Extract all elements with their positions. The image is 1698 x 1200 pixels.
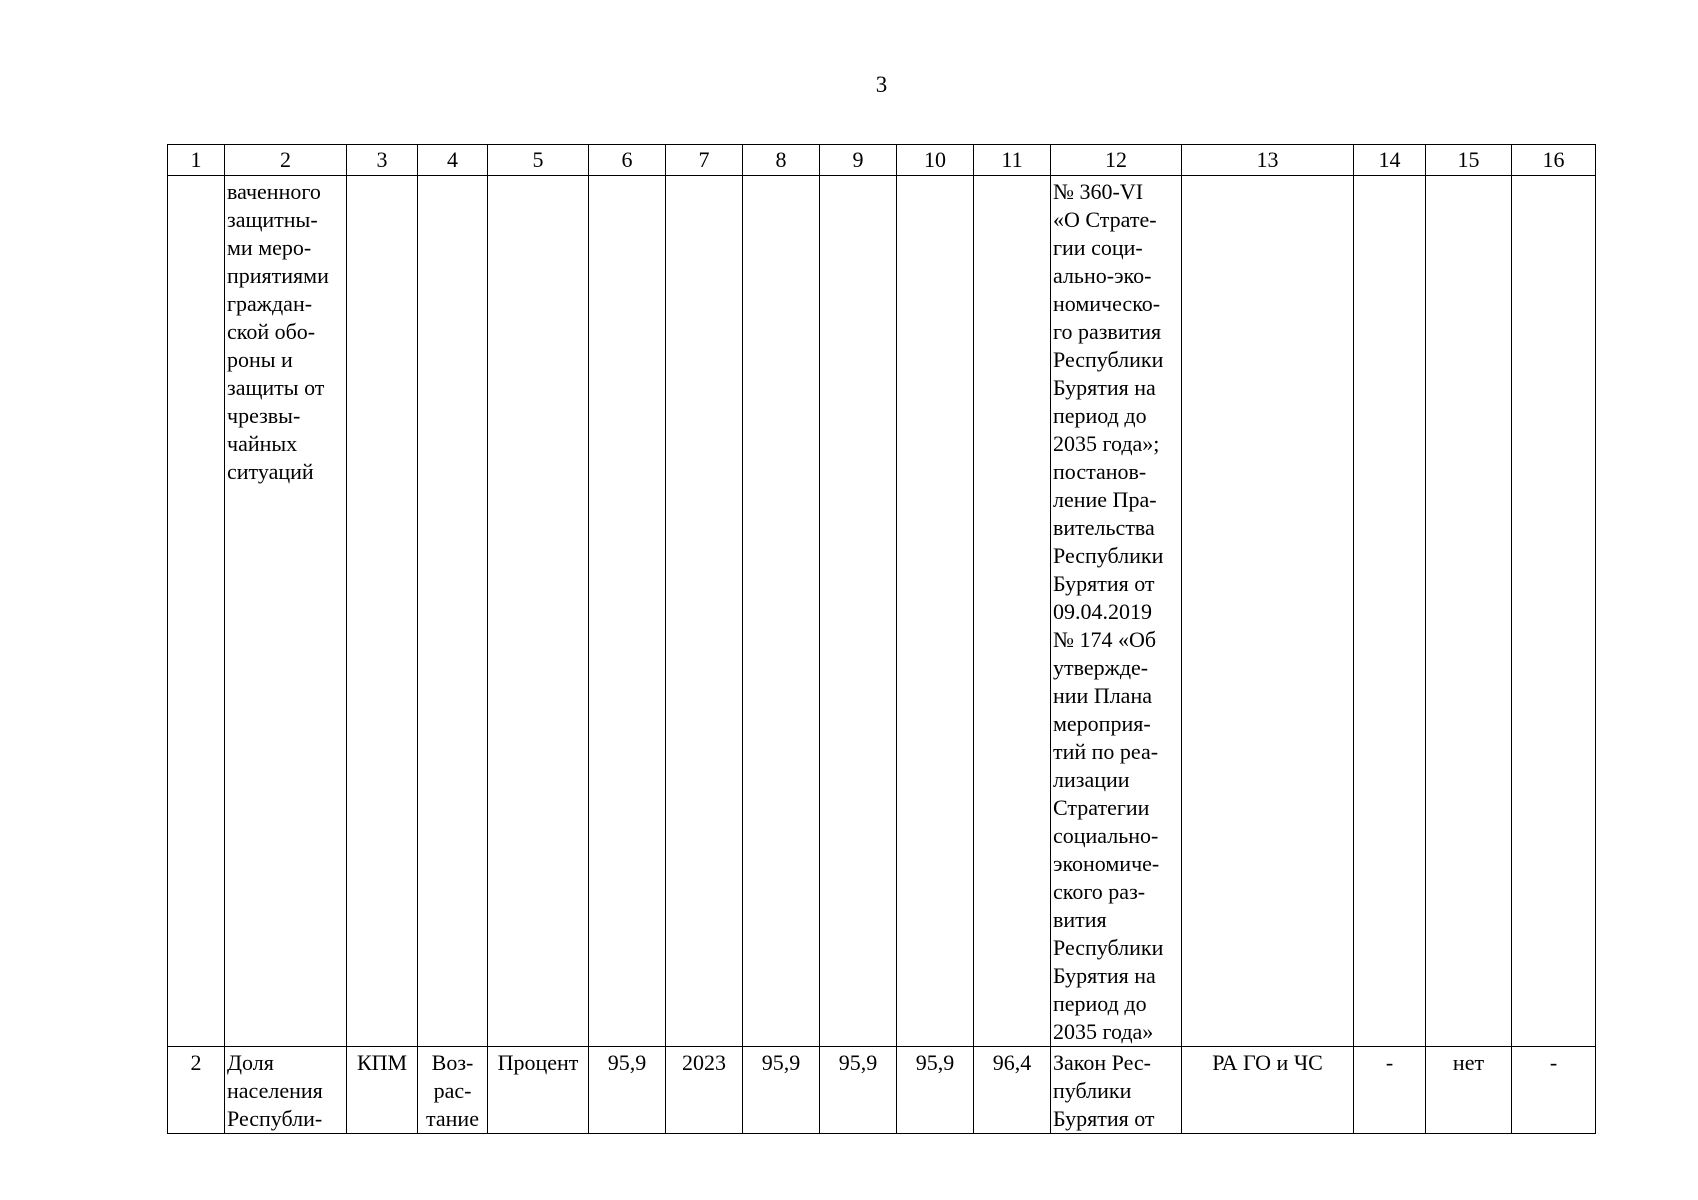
- text-line: чайных: [227, 431, 298, 456]
- table-header-row: [168, 145, 1596, 176]
- text-line: 09.04.2019: [1053, 599, 1152, 624]
- text-line: Бурятия на: [1053, 375, 1156, 400]
- indicator-level-cell: КПМ: [347, 1047, 418, 1134]
- header-cell: 8: [743, 145, 820, 176]
- header-cell: 1: [168, 145, 225, 176]
- text-line: Закон Рес-: [1053, 1050, 1151, 1075]
- text-line: период до: [1053, 403, 1147, 428]
- text-line: тание: [426, 1106, 479, 1131]
- value-cell: 95,9: [820, 1047, 897, 1134]
- unit-cell: Процент: [488, 1047, 589, 1134]
- text-line: тий по реа-: [1053, 739, 1159, 764]
- indicator-name-cell: [225, 176, 347, 1047]
- header-cell: 5: [488, 145, 589, 176]
- text-line: ально-эко-: [1053, 263, 1152, 288]
- table-cell: [1426, 176, 1512, 1047]
- text-line: Республики: [1053, 347, 1164, 372]
- table-cell: [666, 176, 743, 1047]
- text-line: лизации: [1053, 767, 1130, 792]
- text-line: номическо-: [1053, 291, 1161, 316]
- header-cell: 11: [974, 145, 1051, 176]
- text-line: «О Страте-: [1053, 207, 1157, 232]
- header-cell: 9: [820, 145, 897, 176]
- value-cell: 95,9: [743, 1047, 820, 1134]
- text-line: нии Плана: [1053, 683, 1152, 708]
- text-line: период до: [1053, 991, 1147, 1016]
- base-value-cell: 95,9: [589, 1047, 666, 1134]
- page-number: 3: [875, 72, 888, 97]
- header-cell: 16: [1512, 145, 1596, 176]
- text-line: ваченного: [227, 179, 321, 204]
- text-line: ской обо-: [227, 319, 316, 344]
- text-line: Республики: [1053, 935, 1164, 960]
- header-cell: 14: [1354, 145, 1426, 176]
- value-cell: 96,4: [974, 1047, 1051, 1134]
- text-line: постанов-: [1053, 459, 1147, 484]
- indicators-table: [167, 144, 1596, 1134]
- text-line: экономиче-: [1053, 851, 1160, 876]
- text-line: Доля: [227, 1050, 274, 1075]
- row-number-cell: [168, 176, 225, 1047]
- text-line: мероприя-: [1053, 711, 1151, 736]
- text-line: Бурятия на: [1053, 963, 1156, 988]
- value-cell: 95,9: [897, 1047, 974, 1134]
- table-cell: -: [1512, 1047, 1596, 1134]
- text-line: Республи-: [227, 1106, 323, 1131]
- header-cell: 7: [666, 145, 743, 176]
- header-cell: 4: [418, 145, 488, 176]
- header-cell: 6: [589, 145, 666, 176]
- text-line: вительства: [1053, 515, 1155, 540]
- header-cell: 10: [897, 145, 974, 176]
- table-cell: [488, 176, 589, 1047]
- text-line: Бурятия от: [1053, 571, 1155, 596]
- base-year-cell: 2023: [666, 1047, 743, 1134]
- text-line: вития: [1053, 907, 1107, 932]
- text-line: Стратегии: [1053, 795, 1150, 820]
- table-cell: [347, 176, 418, 1047]
- table-cell: нет: [1426, 1047, 1512, 1134]
- header-cell: 2: [225, 145, 347, 176]
- text-line: граждан-: [227, 291, 313, 316]
- table-cell: [418, 176, 488, 1047]
- text-line: го развития: [1053, 319, 1162, 344]
- table-cell: [1182, 176, 1354, 1047]
- text-line: ского раз-: [1053, 879, 1146, 904]
- text-line: рас-: [433, 1078, 472, 1103]
- header-cell: 12: [1051, 145, 1182, 176]
- header-cell: 13: [1182, 145, 1354, 176]
- text-line: Бурятия от: [1053, 1106, 1155, 1131]
- text-line: 2035 года»;: [1053, 431, 1160, 456]
- table-cell: -: [1354, 1047, 1426, 1134]
- text-line: ление Пра-: [1053, 487, 1157, 512]
- text-line: населения: [227, 1078, 323, 1103]
- table-cell: [589, 176, 666, 1047]
- text-line: роны и: [227, 347, 293, 372]
- trend-cell: [418, 1047, 488, 1134]
- responsible-cell: РА ГО и ЧС: [1182, 1047, 1354, 1134]
- legal-basis-cell: [1051, 1047, 1182, 1134]
- text-line: чрезвы-: [227, 403, 301, 428]
- table-cell: [897, 176, 974, 1047]
- text-line: социально-: [1053, 823, 1159, 848]
- table-row: [168, 176, 1596, 1047]
- text-line: публики: [1053, 1078, 1132, 1103]
- table-cell: [1512, 176, 1596, 1047]
- text-line: Воз-: [431, 1050, 474, 1075]
- table-cell: [1354, 176, 1426, 1047]
- text-line: № 174 «Об: [1053, 627, 1157, 652]
- legal-basis-cell: [1051, 176, 1182, 1047]
- table-cell: [743, 176, 820, 1047]
- header-cell: 15: [1426, 145, 1512, 176]
- text-line: № 360-VI: [1053, 179, 1144, 204]
- header-cell: 3: [347, 145, 418, 176]
- text-line: защитны-: [227, 207, 318, 232]
- text-line: ми меро-: [227, 235, 312, 260]
- text-line: 2035 года»: [1053, 1019, 1154, 1044]
- text-line: утвержде-: [1053, 655, 1149, 680]
- text-line: приятиями: [227, 263, 329, 288]
- text-line: Республики: [1053, 543, 1164, 568]
- table-cell: [820, 176, 897, 1047]
- table-cell: [974, 176, 1051, 1047]
- row-number-cell: 2: [168, 1047, 225, 1134]
- text-line: ситуаций: [227, 459, 314, 484]
- text-line: гии соци-: [1053, 235, 1143, 260]
- text-line: защиты от: [227, 375, 325, 400]
- table-row: [168, 1047, 1596, 1134]
- indicator-name-cell: [225, 1047, 347, 1134]
